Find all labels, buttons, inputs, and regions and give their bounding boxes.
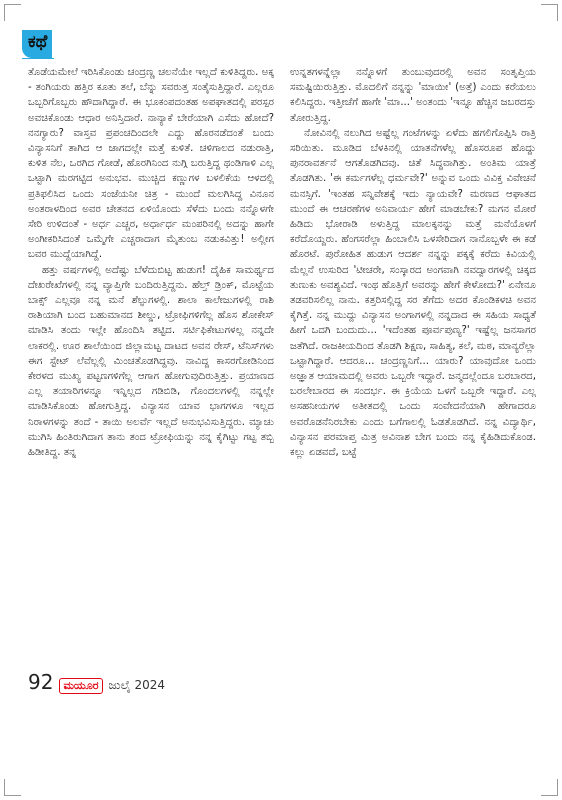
crop-mark-top-right xyxy=(541,4,558,21)
paragraph: ಹತ್ತು ವರ್ಷಗಳಲ್ಲಿ ಅದೆಷ್ಟು ಬೆಳೆದುಬಿಟ್ಟ ಹುಡುಗ! ದೈಹಿಕ ಸಾಮರ್ಥ್ಯದ ದೇಖರೇಖೆಗಳಲ್ಲಿ ನನ್ನ ವ್ಯಾಪ್ತಿಗೇ ಬಂದಿರುತ್ತಿದ್ದನು. ಹೆಲ್ತ್ ಡ್ರಿಂಕ್, ಮೊಟ್ಟೆಯ ಬಾಕ್ಸ್ ಎಲ್ಲವೂ ನನ್ನ ಮನೆ ಶೆಲ್ಫುಗಳಲ್ಲಿ. ಶಾಲಾ ಕಾಲೇಜುಗಳಲ್ಲಿ ರಾಶಿ ರಾಶಿಯಾಗಿ ಬಂದ ಬಹುಮಾನದ ಶೀಲ್ಡು, ಟ್ರೋಫಿಗಳಿಗೆಲ್ಲ ಹೊಸ ಶೋಕೇಸ್ ಮಾಡಿಸಿ ತಂದು ಇಲ್ಲೇ ಹೊಂದಿಸಿ ತಟ್ಟಿದ. ಸರ್ಟಿಫಿಕೇಟುಗಳಲ್ಲ ನನ್ನದೇ ಲಾಕರಲ್ಲಿ. ಊರ ಶಾಲೆಯಿಂದ ಜಿಲ್ಲಾಮಟ್ಟ ದಾಟದ ಅವನ ರೇಸ್, ಟೆನಿಸ್‌ಗಳು ಈಗ ಸ್ಟೇಟ್ ಲೆವೆಲ್ಲಲ್ಲಿ ಮಿಂಚತೊಡಗಿದ್ದವು. ನಾವಿದ್ದ ಕಾಸರಗೋಡಿನಿಂದ ಕೇರಳದ ಮುಖ್ಯ ಪಟ್ಟಣಗಳಿಗೆಲ್ಲ ಆಗಾಗ ಹೋಗುವುದಿರುತ್ತಿತ್ತು. ಪ್ರಯಾಣದ ಎಲ್ಲ ತಯಾರಿಗಳನ್ನೂ ಇನ್ನಿಲ್ಲದ ಗಡಿಬಿಡಿ, ಗೊಂದಲಗಳಲ್ಲಿ ನನ್ನಲ್ಲೇ ಮಾಡಿಸಿಕೊಂಡು ಹೋಗುತ್ತಿದ್ದ. ವಿನ್ಯಾಸನ ಯಾವ ಭಾಗಗಳೂ ಇಲ್ಲದ ನಿರಾಳಗಳನ್ನು ತಂದೆ - ತಾಯಿ ಅಲರ್ವೆ ಇಲ್ಲದೆ ಅನುಭವಿಸುತ್ತಿದ್ದರು. ಮ್ಯಾಚು ಮುಗಿಸಿ ಹಿಂತಿರುಗಿದಾಗ ತಾನು ತಂದ ಟ್ರೋಫಿಯನ್ನು ನನ್ನ ಕೈಗಿಟ್ಟು ಗಟ್ಟ ತಬ್ಬಿ ಹಿಡೀತಿದ್ದ. ತನ್ನ xyxy=(28,264,274,459)
page-footer xyxy=(28,670,165,694)
crop-mark-bottom-right xyxy=(541,779,558,796)
paragraph: ನೋವಿನಲ್ಲಿ ನಲುಗಿದ ಅಷ್ಟೆಲ್ಲ ಗಂಟೆಗಳನ್ನು ಏಳೆದು ಹಗಲಿಗೊಪ್ಪಿಸಿ ರಾತ್ರಿ ಸರಿಯಿತು. ಮೂಡಿದ ಬೆಳಕಿನಲ್ಲಿ ಯಾತನೆಗಳೆಲ್ಲ ಹೊಸರೂಪ ಹೊದ್ದು ಪುನರಾವರ್ತನೆ ಆಗತೊಡಗಿದವು. ಚಿತೆ ಸಿದ್ಧವಾಗಿತ್ತು. ಅಂತಿಮ ಯಾತ್ರೆ ತೊಡಗಿತು. 'ಈ ಕರ್ಮಗಳೆಲ್ಲ ಧರ್ಮವೇ?' ಅನ್ನುವ ಒಂದು ವಿವಿಕ್ತ ವಿವೇಚನೆ ಮನಸ್ಸಿಗೆ. 'ಇಂತಹ ಸನ್ನಿವೇಶಕ್ಕೆ ಇದು ನ್ಯಾಯವೇ? ಮರಣದ ಆಘಾತದ ಮುಂದೆ ಈ ಆಚರಣೆಗಳ ಅನಿವಾರ್ಯ ಹೇಗೆ ಮಾಡಬೇಕು? ಮಗನ ಮೋರೆ ಹಿಡಿದು ಭೋರಾಡಿ ಅಳುತ್ತಿದ್ದ ಮಾಲಕ್ಕನನ್ನು ಮತ್ತೆ ಮನೆಯೊಳಗೆ ಕರೆದೊಯ್ದರು. ಹೆಂಗಸರೆಲ್ಲಾ ಹಿಂಬಾಲಿಸಿ ಒಳಸೇರಿದಾಗ ನಾನೊಬ್ಬಳೇ ಈ ಕಡೆ ಹೊರಟೆ. ಪುರೋಹಿತ ಹುಡುಗ ಆದರ್ಶ ನನ್ನನ್ನು ಪಕ್ಕಕ್ಕೆ ಕರೆದು ಕಿವಿಯಲ್ಲಿ ಮೆಲ್ಲನೆ ಉಸುರಿದ 'ಟೀಚರೇ, ಸಂಸ್ಕಾರದ ಅಂಗವಾಗಿ ನವದ್ವಾರಗಳಲ್ಲಿ ಚಿಕ್ಕದ ತುಣುಕು ಅವಶ್ಯವಿದೆ. ಇಂಥ ಹೊತ್ತಿಗೆ ಅವರನ್ನು ಹೇಗೆ ಕೇಳೋದು?' ಏನೇನೂ ತಡವರಿಸಲಿಲ್ಲ ನಾನು. ಕತ್ತರಿಸಲ್ಲಿದ್ದ ಸರ ತೆಗೆದು ಅದರ ಕೊಂಡಿಕಳಚಿ ಅವನ ಕೈಗಿತ್ತೆ. ನನ್ನ ಮುದ್ದು ವಿನ್ಯಾಸನ ಅಂಗಾಗಳಲ್ಲಿ ನನ್ನದಾದ ಈ ಸಹಿಯ ಸಾಧ್ಯತೆ ಹೀಗೆ ಒದಗಿ ಬಂದುದು... 'ಇದೆಂತಹ ಪೂರ್ವಪುಣ್ಯ?' ಇಷ್ಟೆಲ್ಲ ಜನಸಾಗರ ಜತೆಗಿದೆ. ರಾಜಕೀಯದಿಂದ ತೊಡಗಿ ಶಿಕ್ಷಣ, ಸಾಹಿತ್ಯ, ಕಲೆ, ಮಠ, ಮಾನ್ಯರೆಲ್ಲಾ ಒಟ್ಟಾಗಿದ್ದಾರೆ. ಆದರೂ... ಚಂದ್ರಣ್ಣನಿಗೆ... ಯಾರು? ಯಾವುದೋ ಒಂದು ಅಜ್ಞಾತ ಆಯಾಮದಲ್ಲಿ ಅವರು ಒಬ್ಬರೇ ಇದ್ದಾರೆ. ಜನ್ಮದಲ್ಲೆಂದೂ ಬರಬಾರದ, ಬರಲೇಬಾರದ ಈ ಸಂದರ್ಭ. ಈ ಕ್ರಿಯೆಯ ಒಳಗೆ ಒಬ್ಬರೇ ಇದ್ದಾರೆ. ಎಲ್ಲ ಅಸಹನೀಯಗಳ ಅತೀತದಲ್ಲಿ ಒಂದು ಸಂವೇದನೆಯಾಗಿ ಹೇಗಾದರೂ ಅವರೊಡನೆನಿರಬೇಕು ಎಂದು ಬಗೆಗಾಲಲ್ಲಿ ಓಡತೊಡಗಿದೆ. ನನ್ನ ವಿದ್ಯಾರ್ಥಿ, ವಿನ್ಯಾಸನ ಪರಮಾಪ್ತ ಮಿತ್ರ ಅವಿನಾಶ ಬೇಗ ಬಂದು ನನ್ನ ಕೈಹಿಡಿದುಕೊಂಡ. ಕಲ್ಲು ಏಡವದೆ, ಬಟ್ಟೆ xyxy=(290,127,536,459)
paragraph: ಉನ್ನತಗಳನ್ನೆಲ್ಲಾ ನನ್ನೊಳಗೆ ತುಂಬುವುದರಲ್ಲಿ ಅವನ ಸಂತೃಪ್ತಿಯ ಸಮಷ್ಟಿಯಿರುತ್ತಿತ್ತು. ಮೊದಲಿಗೆ ನನ್ನನ್ನು 'ಮಾಯೀ' (ಅತ್ತೆ) ಎಂದು ಕರೆಯಲು ಕಲಿಸಿದ್ದರು. ಇತ್ತೀಚೆಗೆ ಹಾಗೇ 'ಮಾ...' ಅಂತಂದು 'ಇನ್ನೂ ಹೆಚ್ಚಿನ ಜಬರದಸ್ತು ತೋರುತ್ತಿದ್ದ. xyxy=(290,67,536,124)
paragraph: ತೊಡೆಯಮೇಲೆ ಇರಿಸಿಕೊಂಡು ಚಂದ್ರಣ್ಣ ಚಲನೆಯೇ ಇಲ್ಲದೆ ಕುಳಿತಿದ್ದರು. ಅಕ್ಕ - ತಂಗಿಯರು ಹತ್ತಿರ ಕೂತು ತಲೆ, ಬೆನ್ನು ಸವರುತ್ತ ಸಂತೈಸುತ್ತಿದ್ದಾರೆ. ಎಲ್ಲರೂ ಒಬ್ಬರಿಗೊಬ್ಬರು ಹೌದಾಗಿದ್ದಾರೆ. ಈ ಭೂಕಂಪದಂತಹ ಅಪಘಾತದಲ್ಲಿ ಪರಸ್ಪರ ಅವಚಿಕೊಂಡು ಆಧಾರ ಅನಿಸ್ತಿದಾರೆ. ನಾನ್ಯಾಕೆ ಬೇರೆಯಾಗಿ ಎಸೆದು ಹೋದೆ? ನನಗ್ಯಾರು? ವಾಸ್ತವ ಪ್ರಪಂಚದಿಂದಲೇ ಎದ್ದು ಹೊರನಡೆದಂತೆ ಬಂದು ವಿನ್ಯಾಸನಿಗೆ ತಾಗಿದ ಆ ಜಾಗದಲ್ಲೇ ಮತ್ತೆ ಕುಳಿತೆ. ಚಳಿಗಾಲದ ನಡುರಾತ್ರಿ, ಕುಳಿತ ನೆಲ, ಒರಗಿದ ಗೋಡೆ, ಹೊರಗಿನಿಂದ ನುಗ್ಗಿ ಬರುತ್ತಿದ್ದ ಥಂಡಿಗಾಳಿ ಎಲ್ಲ ಒಟ್ಟಾಗಿ ಮರಗಟ್ಟಿದ ಅನುಭವ. ಮುಚ್ಚಿದ ಕಣ್ಣುಗಳ ಬಳಲಿಕೆಯ ಆಳದಲ್ಲಿ ಪ್ರತಿಫಲಿಸಿದ ಒಂದು ಸಂಜೆಯನೀ ಚಿತ್ರ - ಮುಂದೆ ಮಲಗಿಸಿದ್ದ ವಿನೂನ ಅಂತರಾಳದಿಂದ ಅವರ ಚೇತನದ ಏಳಿಯೊಂದು ಸೆಳೆದು ಬಂದು ನನ್ನೊಳಗೇ ಸೇರಿ ಉಳಿದಂತೆ - ಅರ್ಧ ಎಚ್ಚರ, ಅರ್ಧಾರ್ಧ ಮಂಪರಿನಲ್ಲಿ ಅದನ್ನು ಹಾಗೇ ಅಂಗೀಕರಿಸಿದಂತೆ ಒಮ್ಮೆಗೇ ಎಚ್ಚರಾದಾಗ ಮೈತುಂಬ ನಡುಕವಿತ್ತು! ಅಲ್ಲೀಗ ಬವರ ಮುದ್ದೆಯಾಗಿದ್ದೆ. xyxy=(28,67,274,261)
crop-mark-top-left xyxy=(4,4,21,21)
page-number: 92 xyxy=(28,670,54,694)
crop-mark-bottom-left xyxy=(4,779,21,796)
text-column-left xyxy=(28,65,274,665)
issue-date: ಜುಲೈ 2024 xyxy=(108,678,166,692)
section-title: ಕಥೆ xyxy=(28,32,48,52)
magazine-logo: ಮಯೂರ xyxy=(59,678,102,694)
section-rule xyxy=(22,58,54,59)
text-column-right xyxy=(290,65,536,665)
